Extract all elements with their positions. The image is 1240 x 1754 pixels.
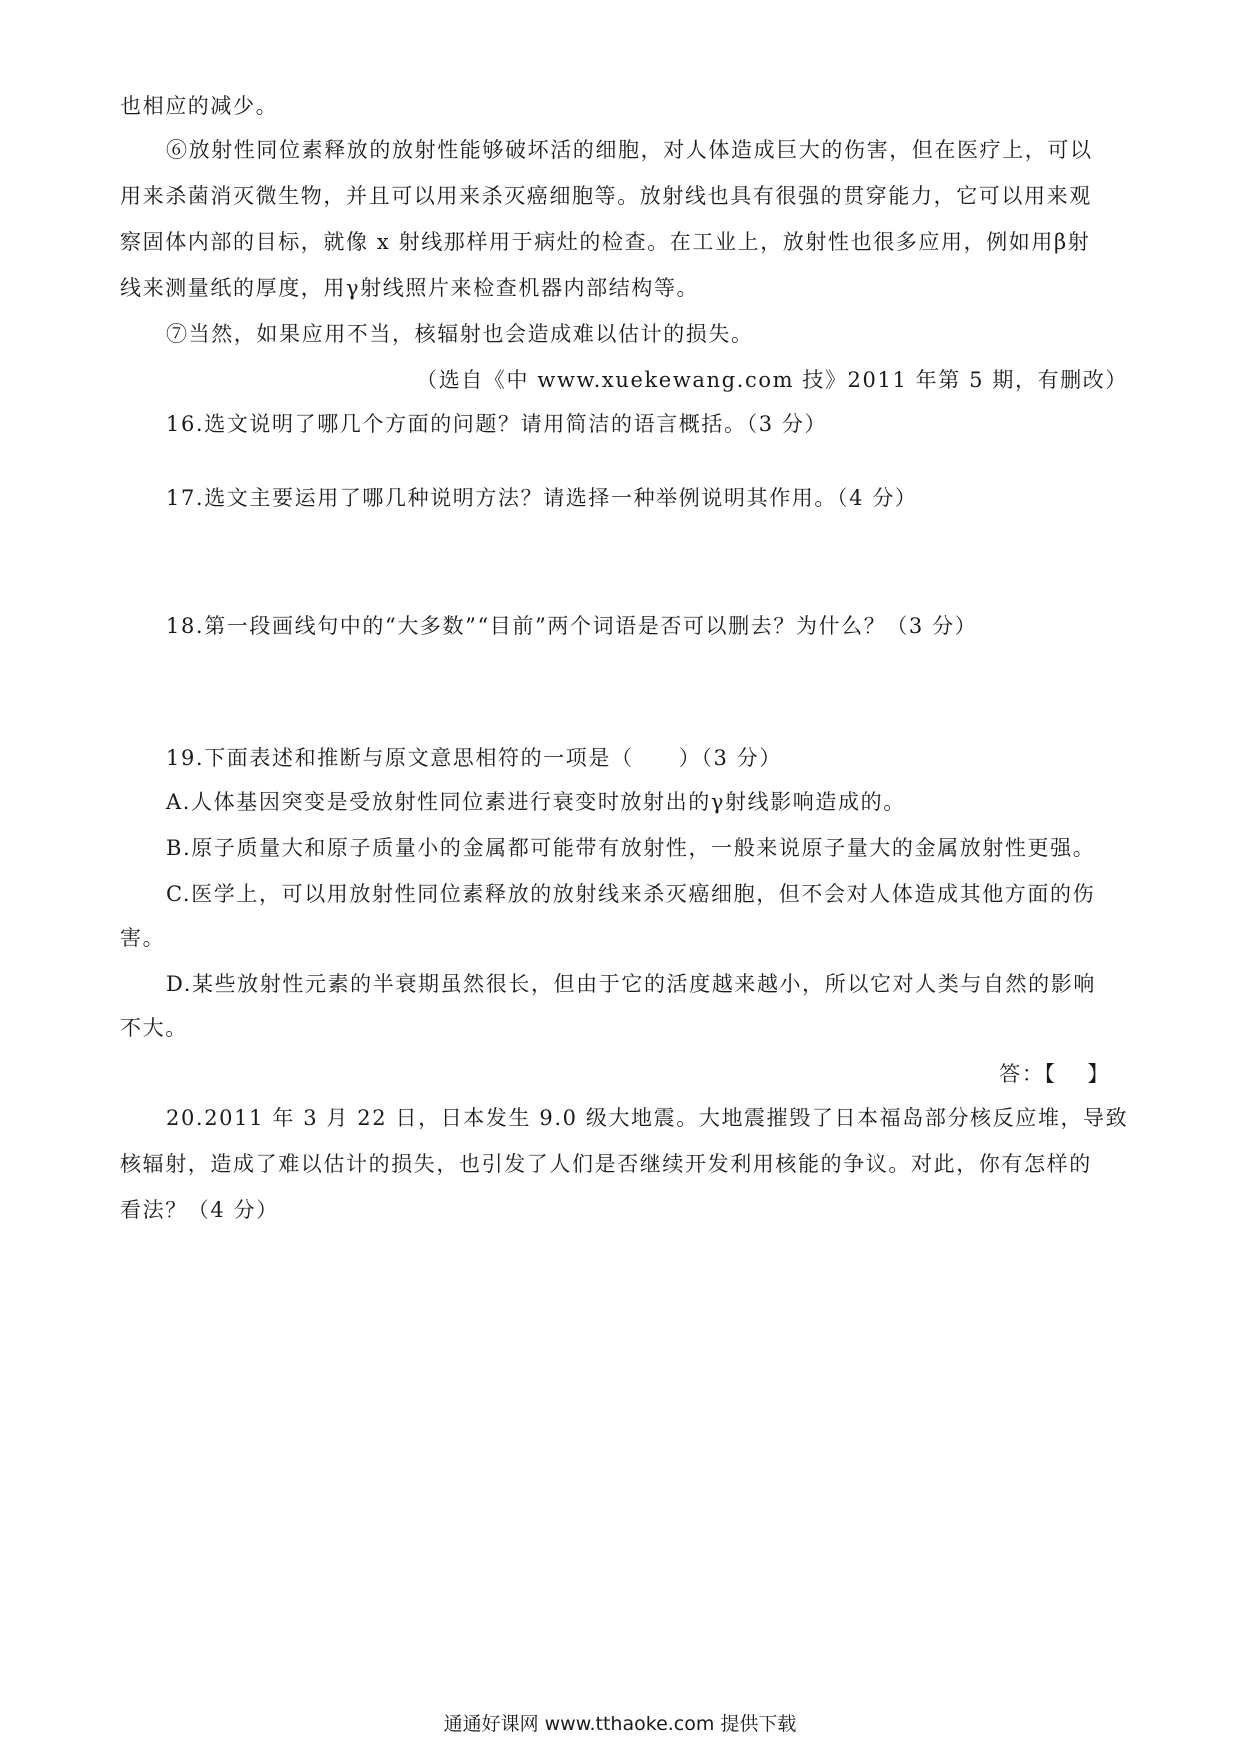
passage-line: 也相应的减少。 xyxy=(120,94,279,118)
passage-paragraph-7: ⑦当然，如果应用不当，核辐射也会造成难以估计的损失。 xyxy=(166,322,754,346)
passage-paragraph-6-line: 察固体内部的目标，就像 x 射线那样用于病灶的检查。在工业上，放射性也很多应用，例如用β射 xyxy=(120,230,1091,254)
question-18: 18.第一段画线句中的“大多数”“目前”两个词语是否可以删去？为什么？（3 分） xyxy=(166,614,978,638)
passage-paragraph-6-line: ⑥放射性同位素释放的放射性能够破坏活的细胞，对人体造成巨大的伤害，但在医疗上，可以 xyxy=(166,138,1093,162)
question-16: 16.选文说明了哪几个方面的问题？请用简洁的语言概括。（3 分） xyxy=(166,412,828,436)
question-19-option-c: C.医学上，可以用放射性同位素释放的放射线来杀灭癌细胞，但不会对人体造成其他方面的伤 xyxy=(166,882,1096,906)
question-19-option-c-cont: 害。 xyxy=(120,926,166,950)
question-20-cont: 看法？（4 分） xyxy=(120,1198,279,1222)
question-20-cont: 核辐射，造成了难以估计的损失，也引发了人们是否继续开发利用核能的争议。对此，你有怎样的 xyxy=(120,1152,1092,1176)
question-19: 19.下面表述和推断与原文意思相符的一项是（ ）（3 分） xyxy=(166,746,782,770)
question-19-option-b: B.原子质量大和原子质量小的金属都可能带有放射性，一般来说原子量大的金属放射性更强。 xyxy=(166,836,1096,860)
passage-source: （选自《中 www.xuekewang.com 技》2011 年第 5 期，有删改） xyxy=(416,368,1128,392)
question-17: 17.选文主要运用了哪几种说明方法？请选择一种举例说明其作用。（4 分） xyxy=(166,486,918,510)
question-19-option-d-cont: 不大。 xyxy=(120,1016,188,1040)
question-20: 20.2011 年 3 月 22 日，日本发生 9.0 级大地震。大地震摧毁了日本福岛部分核反应堆，导致 xyxy=(166,1106,1129,1130)
footer-credit: 通通好课网 www.tthaoke.com 提供下载 xyxy=(443,1713,797,1735)
question-19-option-d: D.某些放射性元素的半衰期虽然很长，但由于它的活度越来越小，所以它对人类与自然的影响 xyxy=(166,972,1096,996)
passage-paragraph-6-line: 用来杀菌消灭微生物，并且可以用来杀灭癌细胞等。放射线也具有很强的贯穿能力，它可以用来观 xyxy=(120,184,1092,208)
question-19-option-a: A.人体基因突变是受放射性同位素进行衰变时放射出的γ射线影响造成的。 xyxy=(166,790,906,814)
answer-bracket: 答：【 】 xyxy=(999,1062,1110,1086)
passage-paragraph-6-line: 线来测量纸的厚度，用γ射线照片来检查机器内部结构等。 xyxy=(120,276,700,300)
